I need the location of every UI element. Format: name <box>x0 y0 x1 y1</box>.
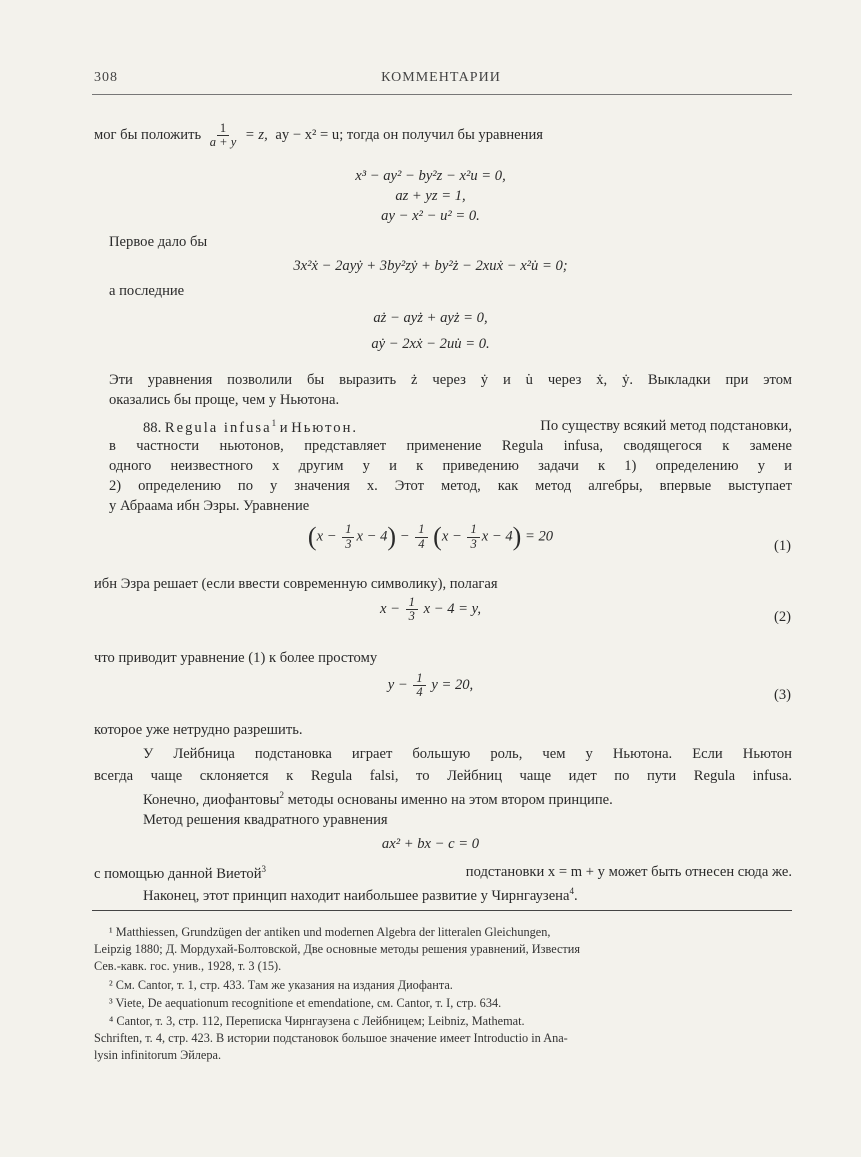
text-line: ибн Эзра решает (если ввести современную символику), полагая <box>94 576 498 592</box>
text-line: Наконец, этот принцип находит наибольшее развитие у Чирнгаузена$^4$. <box>143 886 578 904</box>
footnote-rule <box>92 910 792 911</box>
equation-3: y − $\frac{1}{4}$ y = 20, <box>387 671 474 700</box>
equation: aż − ayż + ayż = 0, <box>373 310 488 326</box>
footnote: ¹ Matthiessen, Grundzügen der antiken und modernen Algebra der litteralen Gleichungen, <box>109 925 551 939</box>
page-number: 308 <box>94 70 118 85</box>
text-line: с помощью данной Виетой$^3$ подстановки x = m + y может быть отнесен сюда же. <box>94 864 792 882</box>
text-line: оказались бы проще, чем у Ньютона. <box>109 392 340 408</box>
equation-label: (1) <box>773 538 791 554</box>
footnote: ³ Viete, De aequationum recognitione et emendatione, см. Cantor, т. I, стр. 634. <box>109 996 502 1010</box>
running-header <box>94 70 788 90</box>
equation-label: (2) <box>773 609 791 625</box>
equation: ax² + bx − c = 0 <box>381 836 480 852</box>
text-line: у Абраама ибн Эзры. Уравнение <box>109 498 310 514</box>
text-line: в частности ньютонов, представляет применение Regula infusa, сводящегося к замене <box>109 438 792 454</box>
equation-2: x − $\frac{1}{3}$ x − 4 = y, <box>380 595 481 624</box>
running-title: КОММЕНТАРИИ <box>381 70 501 85</box>
equation: 3x²ẋ − 2ayẏ + 3by²zẏ + by²ż − 2xuẋ − x²u̇ = 0; <box>293 258 568 274</box>
text-line: Первое дало бы <box>109 234 208 250</box>
footnote: ⁴ Cantor, т. 3, стр. 112, Переписка Чирнгаузена с Лейбницем; Leibniz, Mathemat. <box>109 1014 525 1028</box>
text-line: 2) определению по y значения x. Этот метод, как метод алгебры, впервые выступает <box>109 478 792 494</box>
text-line: Эти уравнения позволили бы выразить ż через ẏ и u̇ через ẋ, ẏ. Выкладки при этом <box>109 372 792 388</box>
equation: ay − x² − u² = 0. <box>381 208 480 224</box>
text-line: которое уже нетрудно разрешить. <box>94 722 303 738</box>
header-rule <box>92 94 792 95</box>
footnote: Schriften, т. 4, стр. 423. В истории подстановок большое значение имеет Introductio in Ana- <box>94 1031 568 1045</box>
section-heading-line: 88. Regula infusa$^1$ и Ньютон. По существу всякий метод подстановки, <box>143 418 792 436</box>
fraction: $\frac{1}{a + y}$ <box>209 121 237 150</box>
text-line: Метод решения квадратного уравнения <box>143 812 388 828</box>
equation: aẏ − 2xẋ − 2uu̇ = 0. <box>371 336 490 352</box>
footnote: Leipzig 1880; Д. Мордухай-Болтовской, Две основные методы решения уравнений, Известия <box>94 942 581 956</box>
equation-1: (x − $\frac{1}{3}$ x − 4) − $\frac{1}{4}$ (x − $\frac{1}{3}$ x − 4) = 20 <box>307 522 554 551</box>
text-line: что приводит уравнение (1) к более простому <box>94 650 378 666</box>
text-line: мог бы положить $\frac{1}{a + y}$ = z, ay − x² = u; тогда он получил бы уравнения <box>94 121 543 150</box>
equation: x³ − ay² − by²z − x²u = 0, <box>355 168 506 184</box>
text-line: а последние <box>109 283 185 299</box>
footnote: Сев.-кавк. гос. унив., 1928, т. 3 (15). <box>94 959 282 973</box>
section-title: Regula infusa <box>164 419 272 436</box>
equation: az + yz = 1, <box>395 188 466 204</box>
footnote: ² См. Cantor, т. 1, стр. 433. Там же указания на издания Диофанта. <box>109 978 453 992</box>
text-line: одного неизвестного x другим y и к приведению задачи к 1) определению y и <box>109 458 792 474</box>
footnote: lysin infinitorum Эйлера. <box>94 1048 222 1062</box>
text-line: Конечно, диофантовы$^2$ методы основаны именно на этом втором принципе. <box>143 790 613 808</box>
text-line: У Лейбница подстановка играет большую роль, чем у Ньютона. Если Ньютон <box>143 746 792 762</box>
equation-label: (3) <box>773 687 791 703</box>
text-line: всегда чаще склоняется к Regula falsi, то Лейбниц чаще идет по пути Regula infusa. <box>94 768 792 784</box>
